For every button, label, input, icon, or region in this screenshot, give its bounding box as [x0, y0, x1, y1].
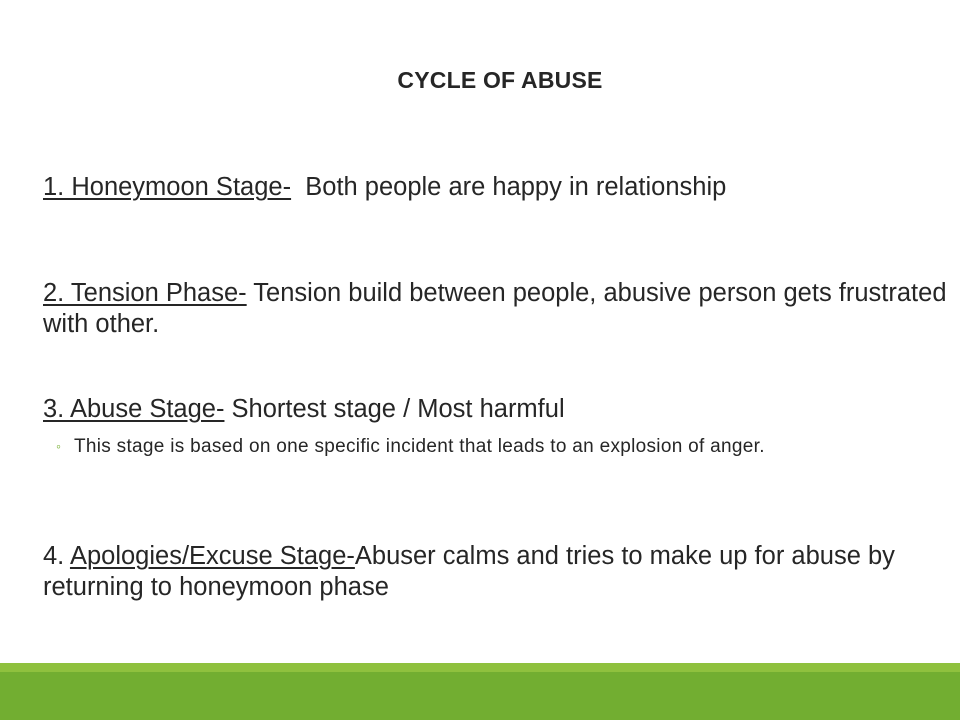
- stage-heading-3: 3. Abuse Stage-: [43, 395, 225, 423]
- stage-item-1: [43, 172, 948, 203]
- footer-band-dark: [0, 672, 960, 720]
- stage-3-sub-bullet: [56, 432, 936, 461]
- stage-text-3: Shortest stage / Most harmful: [224, 395, 565, 423]
- stage-item-3: [43, 394, 948, 425]
- stage-item-2: [43, 278, 948, 340]
- stage-item-4: [43, 541, 948, 603]
- stage-text-2: Tension build between people, abusive person gets frustrated with other.: [43, 279, 947, 338]
- stage-heading-4: Apologies/Excuse Stage-: [69, 542, 355, 570]
- stage-text-1: Both people are happy in relationship: [291, 173, 727, 201]
- ring-bullet-icon: ◦: [56, 438, 61, 454]
- stage-3-sub-text: This stage is based on one specific incident that leads to an explosion of anger.: [74, 436, 765, 457]
- slide-title: CYCLE OF ABUSE: [397, 67, 603, 93]
- footer-band-light: [0, 663, 960, 672]
- stage-text-4: Abuser calms and tries to make up for abuse by returning to honeymoon phase: [43, 542, 895, 601]
- stage-heading-2: 2. Tension Phase-: [43, 279, 247, 307]
- stage-heading-1: 1. Honeymoon Stage-: [43, 173, 292, 201]
- stage-prefix-4: 4.: [43, 542, 70, 570]
